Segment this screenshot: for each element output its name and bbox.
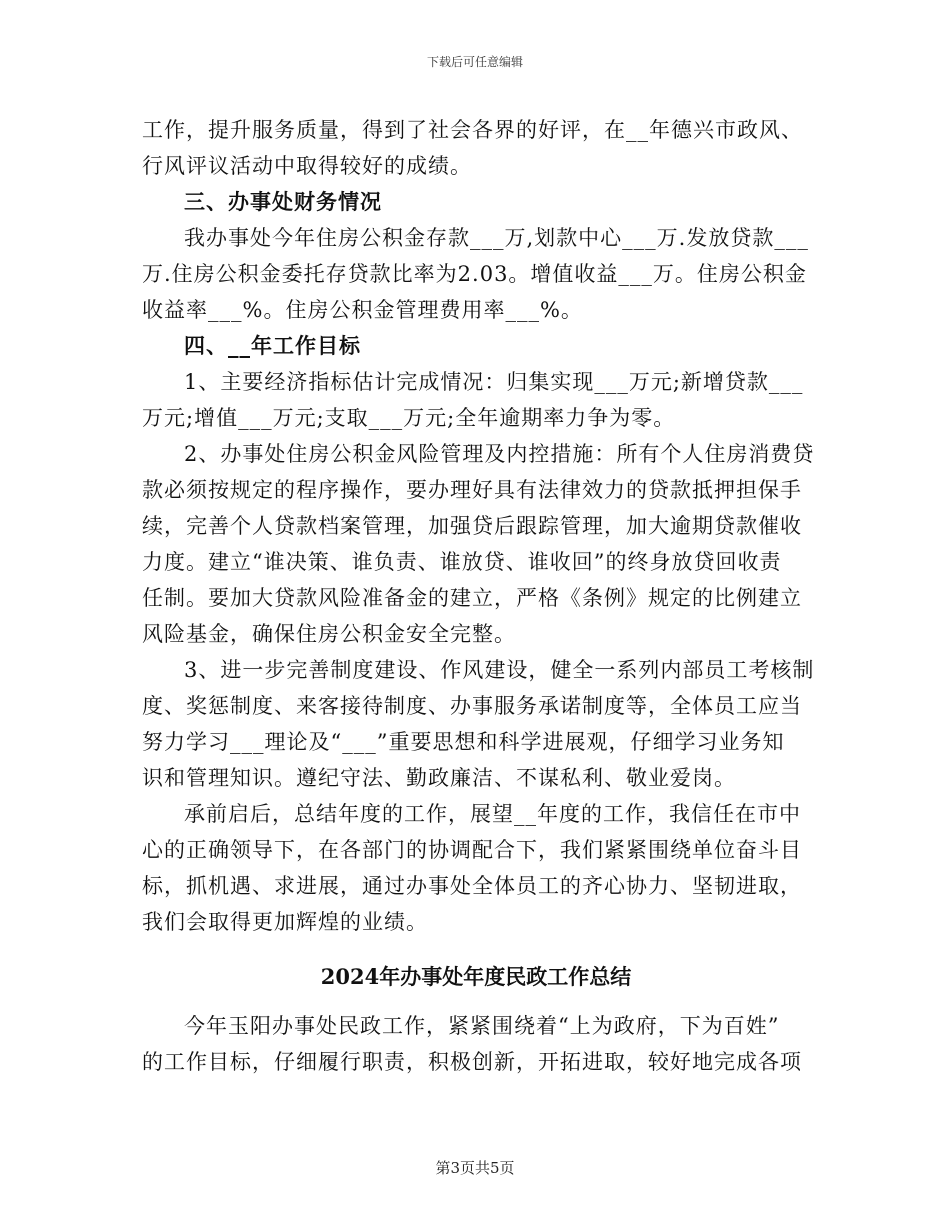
paragraph-block-2: [142, 1008, 810, 1080]
section-title: 2024年办事处年度民政工作总结: [320, 964, 632, 989]
text-line: 工作，提升服务质量，得到了社会各界的好评，在__年德兴市政风、: [142, 118, 803, 142]
text-line: 承前启后，总结年度的工作，展望__年度的工作，我信任在市中: [184, 802, 801, 826]
text-line: 努力学习___理论及“___”重要思想和科学进展观，仔细学习业务知: [142, 730, 785, 754]
text-line: 我们会取得更加辉煌的业绩。: [142, 910, 428, 934]
text-line: 3、进一步完善制度建设、作风建设，健全一系列内部员工考核制: [184, 658, 815, 682]
text-line: 万元;增值___万元;支取___万元;全年逾期率力争为零。: [142, 406, 676, 430]
text-line: 任制。要加大贷款风险准备金的建立，严格《条例》规定的比例建立: [142, 586, 802, 610]
page-footer: 第3页共5页: [435, 1159, 515, 1177]
text-line: 力度。建立“谁决策、谁负责、谁放贷、谁收回”的终身放贷回收责: [142, 550, 782, 574]
text-line: 收益率___%。住房公积金管理费用率___%。: [142, 298, 583, 322]
text-line: 标，抓机遇、求进展，通过办事处全体员工的齐心协力、坚韧进取，: [142, 874, 802, 898]
text-line: 识和管理知识。遵纪守法、勤政廉洁、不谋私利、敬业爱岗。: [142, 766, 736, 790]
text-line: 万.住房公积金委托存贷款比率为2.03。增值收益___万。住房公积金: [142, 262, 807, 286]
text-line: 风险基金，确保住房公积金安全完整。: [142, 622, 516, 646]
text-line: 今年玉阳办事处民政工作，紧紧围绕着“上为政府，下为百姓”: [184, 1014, 780, 1038]
text-line: 款必须按规定的程序操作，要办理好具有法律效力的贷款抵押担保手: [142, 478, 802, 502]
section-heading: 四、__年工作目标: [184, 333, 361, 358]
text-line: 心的正确领导下，在各部门的协调配合下，我们紧紧围绕单位奋斗目: [142, 838, 802, 862]
document-body: [142, 112, 815, 1080]
text-line: 度、奖惩制度、来客接待制度、办事服务承诺制度等，全体员工应当: [142, 694, 802, 718]
text-line: 行风评议活动中取得较好的成绩。: [142, 154, 472, 178]
section-heading: 三、办事处财务情况: [184, 189, 382, 214]
text-line: 2、办事处住房公积金风险管理及内控措施：所有个人住房消费贷: [184, 442, 815, 466]
paragraph-block-1: [142, 112, 815, 940]
text-line: 续，完善个人贷款档案管理，加强贷后跟踪管理，加大逾期贷款催收: [142, 514, 802, 538]
text-line: 的工作目标，仔细履行职责，积极创新，开拓进取，较好地完成各项: [142, 1050, 802, 1074]
text-line: 1、主要经济指标估计完成情况：归集实现___万元;新增贷款___: [184, 370, 804, 394]
page-header: 下载后可任意编辑: [426, 55, 523, 69]
text-line: 我办事处今年住房公积金存款___万,划款中心___万.发放贷款___: [184, 226, 809, 250]
